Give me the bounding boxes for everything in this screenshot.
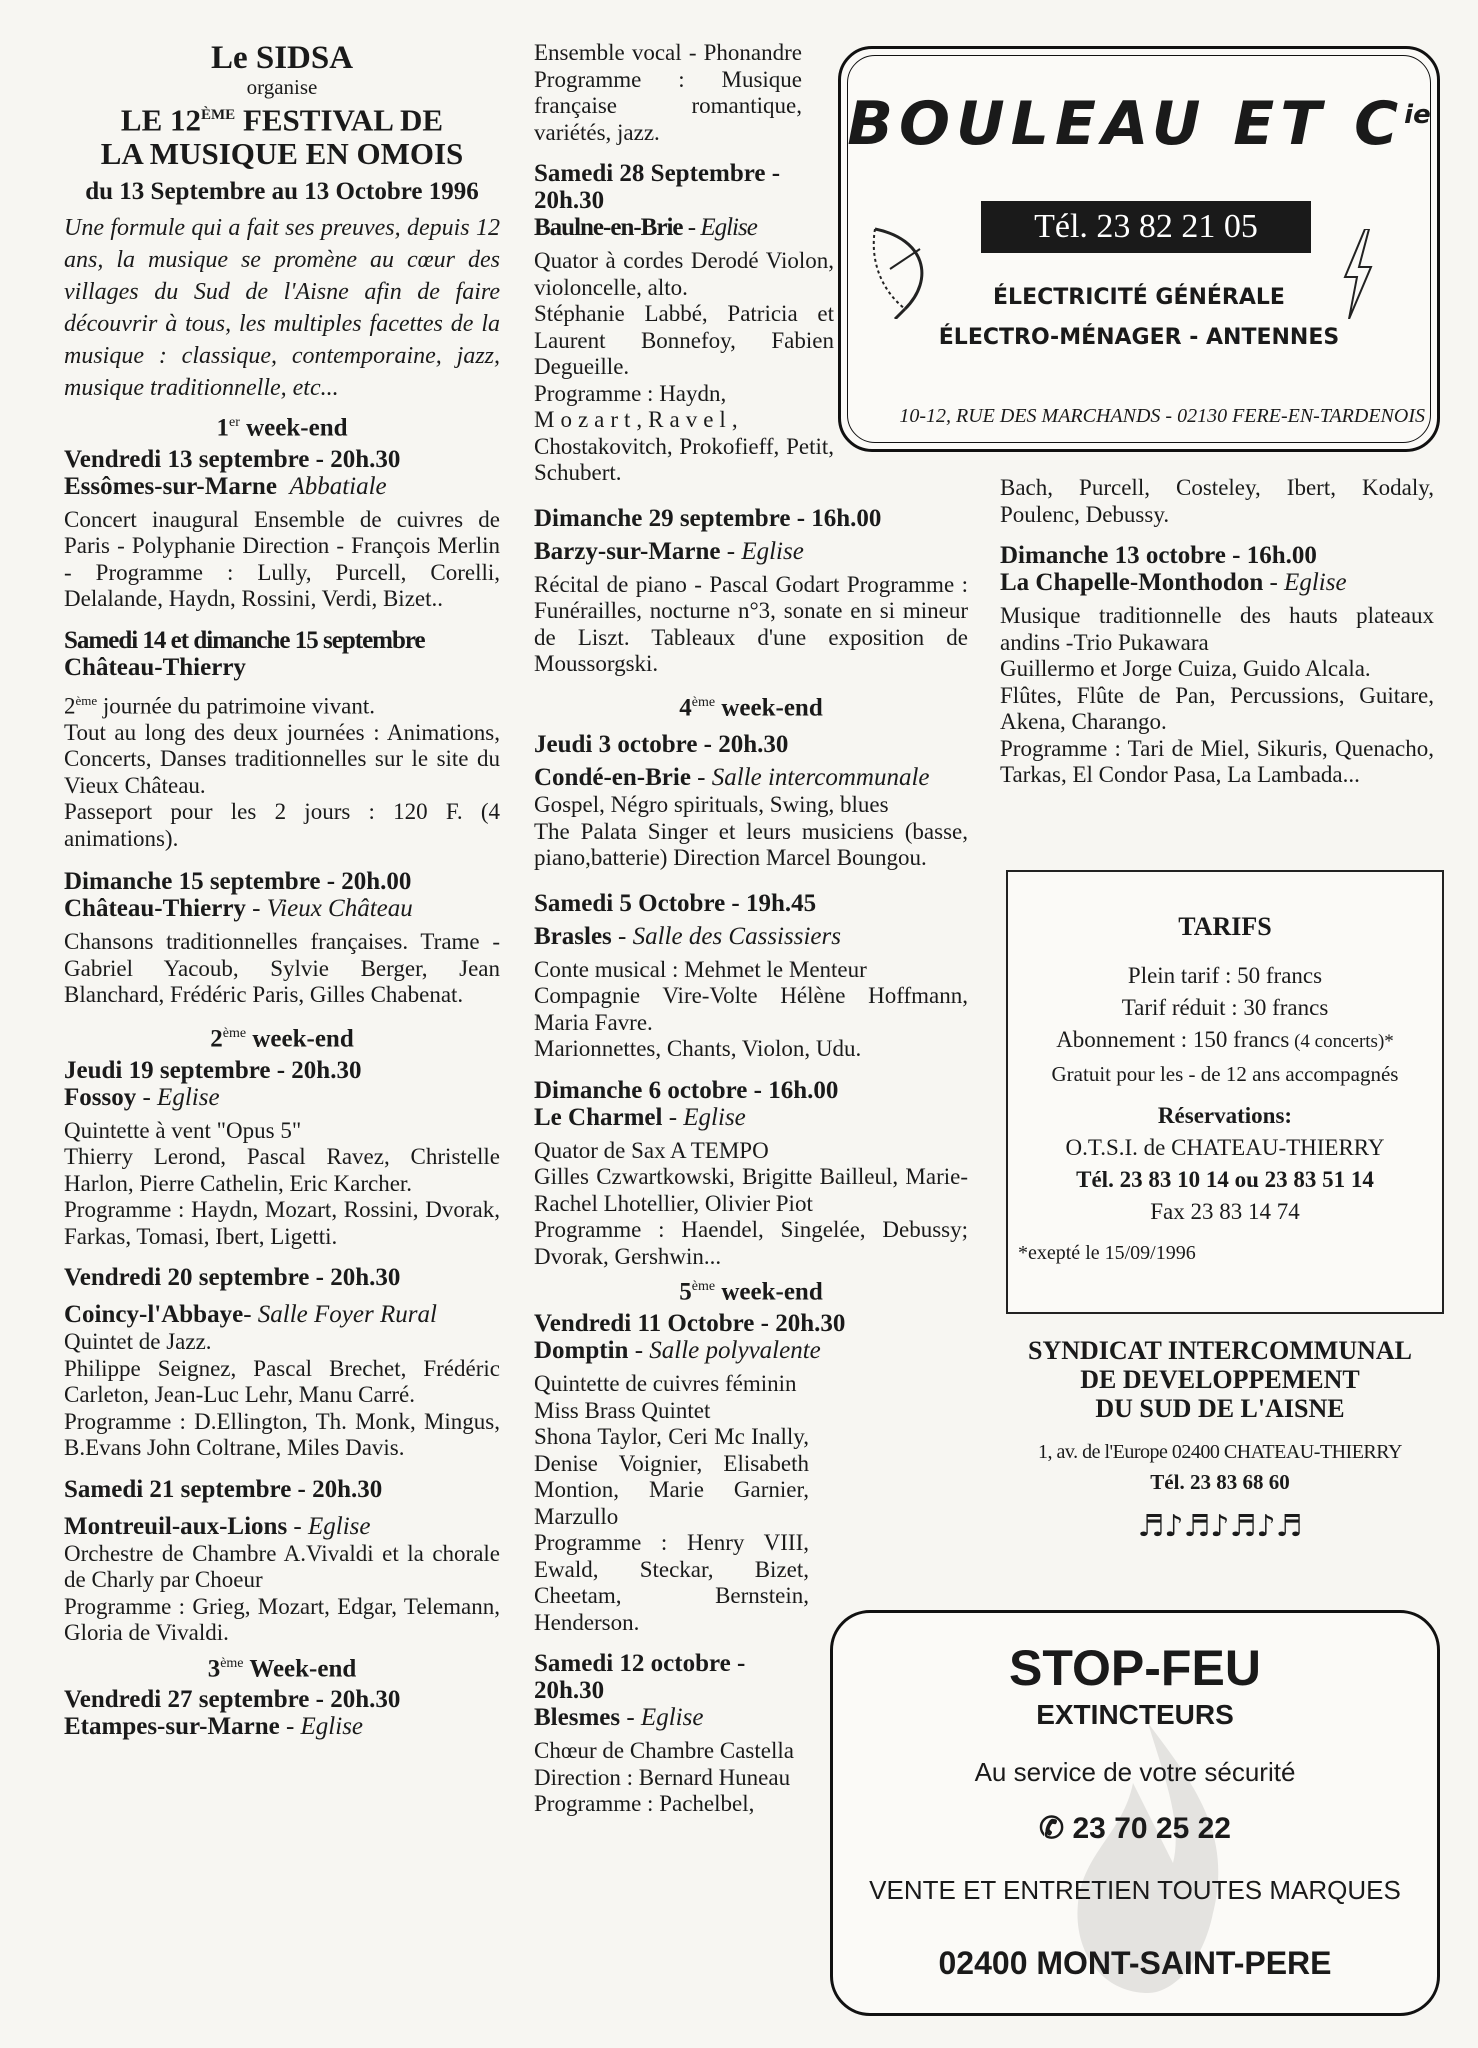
event-description: Quintette de cuivres féminin Miss Brass Quintet Shona Taylor, Ceri Mc Inally, Denise Voignier, Elisabeth Montion, Marie Garnier, Marzullo Programme : Henry VIII, Ewald, Steckar, Bizet, Cheetam, Bernstein, Henderson. bbox=[534, 1371, 809, 1635]
ad-bouleau-address: 10-12, RUE DES MARCHANDS - 02130 FERE-EN-TARDENOIS bbox=[899, 405, 1425, 427]
festival-dates: du 13 Septembre au 13 Octobre 1996 bbox=[85, 178, 479, 206]
weekend-heading-5: 5ème week-end bbox=[679, 1278, 823, 1306]
column-left bbox=[64, 40, 500, 1741]
event-date: Dimanche 6 octobre - 16h.00 bbox=[534, 1076, 839, 1104]
syndicat-block bbox=[1000, 1336, 1440, 1544]
tarif-reduit: Tarif réduit : 30 francs bbox=[1121, 995, 1329, 1020]
event-description: Gospel, Négro spirituals, Swing, blues The Palata Singer et leurs musiciens (basse, piano,batterie) Direction Marcel Boungou. bbox=[534, 792, 968, 871]
tarif-gratuit: Gratuit pour les - de 12 ans accompagnés bbox=[1051, 1062, 1399, 1086]
event-place: La Chapelle-Monthodon - Eglise bbox=[1000, 569, 1347, 596]
event-place: Baulne-en-Brie - Eglise bbox=[534, 214, 757, 241]
festival-title: LE 12ÈME FESTIVAL DE bbox=[120, 102, 444, 138]
reservations-title: Réservations: bbox=[1157, 1103, 1293, 1128]
syndicat-phone: Tél. 23 83 68 60 bbox=[1150, 1470, 1290, 1494]
event-description: Orchestre de Chambre A.Vivaldi et la chorale de Charly par Choeur Programme : Grieg, Mozart, Edgar, Telemann, Gloria de Vivaldi. bbox=[64, 1540, 500, 1646]
ad-stopfeu-phone: ✆ 23 70 25 22 bbox=[1039, 1812, 1231, 1845]
event-place: Etampes-sur-Marne - Eglise bbox=[64, 1713, 364, 1741]
event-description: Chansons traditionnelles françaises. Trame - Gabriel Yacoub, Sylvie Berger, Jean Blanchard, Frédéric Paris, Gilles Chabenat. bbox=[64, 929, 500, 1008]
event-date: Samedi 5 Octobre - 19h.45 bbox=[534, 889, 817, 917]
syndicat-line-3: DU SUD DE L'AISNE bbox=[1095, 1394, 1345, 1423]
syndicat-line-1: SYNDICAT INTERCOMMUNAL bbox=[1027, 1336, 1412, 1365]
event-description: Quator à cordes Derodé Violon, violoncelle, alto. Stéphanie Labbé, Patricia et Laurent Bonnefoy, Fabien Degueille. Programme : Haydn, Mozart,Ravel, Chostakovitch, Prokofieff, Petit, Schubert. bbox=[534, 248, 834, 485]
weekend-heading-2: 2ème week-end bbox=[210, 1025, 354, 1053]
event-date: Vendredi 20 septembre - 20h.30 bbox=[64, 1264, 401, 1292]
tarifs-title: TARIFS bbox=[1178, 912, 1272, 941]
event-description: Quintet de Jazz. Philippe Seignez, Pascal Brechet, Frédéric Carleton, Jean-Luc Lehr, Manu Carré. Programme : D.Ellington, Th. Monk, Mingus, B.Evans John Coltrane, Miles Davis. bbox=[64, 1329, 500, 1461]
tarif-abonnement: Abonnement : 150 francs (4 concerts)* bbox=[1056, 1027, 1394, 1052]
ad-bouleau bbox=[838, 46, 1440, 452]
event-description: Quator de Sax A TEMPO Gilles Czwartkowski, Brigitte Bailleul, Marie-Rachel Lhotellier, Olivier Piot Programme : Haendel, Singelée, Debussy; Dvorak, Gershwin... bbox=[534, 1137, 968, 1269]
event-date: Jeudi 19 septembre - 20h.30 bbox=[64, 1056, 362, 1084]
ad-stopfeu bbox=[830, 1610, 1440, 2016]
event-description: Musique traditionnelle des hauts plateaux andins -Trio Pukawara Guillermo et Jorge Cuiza, Guido Alcala. Flûtes, Flûte de Pan, Percussions, Guitare, Akena, Charango. Programme : Tari de Miel, Sikuris, Quenacho, Tarkas, El Condor Pasa, La Lambada... bbox=[1000, 603, 1434, 787]
event-date: Dimanche 29 septembre - 16h.00 bbox=[534, 504, 882, 532]
event-place: Fossoy - Eglise bbox=[64, 1083, 220, 1111]
event-place: Essômes-sur-Marne Abbatiale bbox=[64, 472, 387, 500]
event-place: Blesmes - Eglise bbox=[534, 1704, 704, 1732]
event-description: 2ème journée du patrimoine vivant. Tout au long des deux journées : Animations, Concerts, Danses traditionnelles sur le site du Vieux Château. Passeport pour les 2 jours : 120 F. (4 animations). bbox=[64, 692, 500, 851]
weekend-heading-3: 3ème Week-end bbox=[207, 1654, 357, 1682]
reservations-otsi: O.T.S.I. de CHATEAU-THIERRY bbox=[1065, 1135, 1385, 1160]
event-date: Samedi 12 octobre - 20h.30 bbox=[534, 1650, 746, 1705]
festival-title-line2: LA MUSIQUE EN OMOIS bbox=[100, 136, 464, 172]
reservations-phone: Tél. 23 83 10 14 ou 23 83 51 14 bbox=[1076, 1167, 1374, 1192]
organizer-name: Le SIDSA bbox=[210, 40, 354, 76]
event-date: Vendredi 11 Octobre - 20h.30 bbox=[534, 1310, 846, 1338]
event-place: Château-Thierry - Vieux Château bbox=[64, 895, 413, 923]
reservations-fax: Fax 23 83 14 74 bbox=[1150, 1199, 1300, 1224]
event-place: Château-Thierry bbox=[64, 653, 246, 681]
event-description: Bach, Purcell, Costeley, Ibert, Kodaly, Poulenc, Debussy. bbox=[1000, 475, 1434, 527]
event-date: Vendredi 27 septembre - 20h.30 bbox=[64, 1686, 401, 1714]
event-description: Quintette à vent "Opus 5" Thierry Lerond, Pascal Ravez, Christelle Harlon, Pierre Cathelin, Eric Karcher. Programme : Haydn, Mozart, Rossini, Dvorak, Farkas, Tomasi, Ibert, Ligetti. bbox=[64, 1117, 500, 1249]
ad-stopfeu-service: Au service de votre sécurité bbox=[974, 1757, 1296, 1787]
music-notes-icon: ♬♪♬♪♬♪♬ bbox=[1137, 1509, 1303, 1544]
event-date: Samedi 21 septembre - 20h.30 bbox=[64, 1475, 383, 1503]
weekend-heading-1: 1er week-end bbox=[216, 414, 348, 442]
ad-bouleau-title: BOULEAU ET $C^{ie}$ bbox=[847, 89, 1431, 159]
weekend-heading-4: 4ème week-end bbox=[679, 693, 823, 721]
event-date: Jeudi 3 octobre - 20h.30 bbox=[534, 731, 789, 759]
event-place: Condé-en-Brie - Salle intercommunale bbox=[534, 764, 930, 792]
ad-stopfeu-title: STOP-FEU bbox=[1009, 1640, 1261, 1696]
ad-stopfeu-vente: VENTE ET ENTRETIEN TOUTES MARQUES bbox=[869, 1875, 1401, 1905]
syndicat-line-2: DE DEVELOPPEMENT bbox=[1080, 1365, 1360, 1394]
event-date: Dimanche 15 septembre - 20h.00 bbox=[64, 868, 412, 896]
event-date: Dimanche 13 octobre - 16h.00 bbox=[1000, 542, 1317, 569]
event-date: Samedi 28 Septembre - 20h.30 bbox=[534, 160, 781, 214]
event-date: Vendredi 13 septembre - 20h.30 bbox=[64, 445, 401, 473]
event-place: Montreuil-aux-Lions - Eglise bbox=[64, 1512, 371, 1540]
organise-label: organise bbox=[246, 75, 318, 99]
event-description: Concert inaugural Ensemble de cuivres de Paris - Polyphanie Direction - François Merlin - Programme : Lully, Purcell, Corelli, Delalande, Haydn, Rossini, Verdi, Bizet.. bbox=[64, 506, 500, 612]
ad-bouleau-service-2: ÉLECTRO-MÉNAGER - ANTENNES bbox=[938, 325, 1340, 350]
event-place: Le Charmel - Eglise bbox=[534, 1103, 746, 1131]
tarif-plein: Plein tarif : 50 francs bbox=[1127, 963, 1323, 988]
event-place: Barzy-sur-Marne - Eglise bbox=[534, 537, 804, 565]
intro-text: Une formule qui a fait ses preuves, depuis 12 ans, la musique se promène au cœur des villages du Sud de l'Aisne afin de faire découvrir à tous, les multiples facettes de la musique : classique, contemporaine, jazz, musique traditionnelle, etc... bbox=[64, 214, 500, 401]
event-place: Coincy-l'Abbaye- Salle Foyer Rural bbox=[64, 1301, 437, 1329]
tarifs-note: *exepté le 15/09/1996 bbox=[1018, 1242, 1196, 1264]
event-date: Samedi 14 et dimanche 15 septembre bbox=[64, 626, 425, 654]
ad-bouleau-service-1: ÉLECTRICITÉ GÉNÉRALE bbox=[993, 285, 1285, 310]
event-description: Conte musical : Mehmet le Menteur Compagnie Vire-Volte Hélène Hoffmann, Maria Favre. Marionnettes, Chants, Violon, Udu. bbox=[534, 956, 968, 1062]
event-place: Domptin - Salle polyvalente bbox=[534, 1337, 821, 1365]
tarifs-box bbox=[1006, 870, 1444, 1314]
ad-stopfeu-city: 02400 MONT-SAINT-PERE bbox=[938, 1945, 1332, 1981]
event-description: Récital de piano - Pascal Godart Programme : Funérailles, nocturne n°3, sonate en si mineur de Liszt. Tableaux d'une exposition de Moussorgski. bbox=[534, 571, 968, 676]
syndicat-address: 1, av. de l'Europe 02400 CHATEAU-THIERRY bbox=[1038, 1441, 1402, 1463]
ad-bouleau-phone: Tél. 23 82 21 05 bbox=[981, 201, 1311, 253]
event-description: Ensemble vocal - Phonandre Programme : Musique française romantique, variétés, jazz. bbox=[534, 40, 802, 145]
column-right bbox=[1000, 475, 1434, 789]
event-description: Chœur de Chambre Castella Direction : Bernard Huneau Programme : Pachelbel, bbox=[534, 1738, 794, 1817]
event-place: Brasles - Salle des Cassissiers bbox=[534, 922, 841, 950]
ad-stopfeu-subtitle: EXTINCTEURS bbox=[1036, 1699, 1234, 1730]
